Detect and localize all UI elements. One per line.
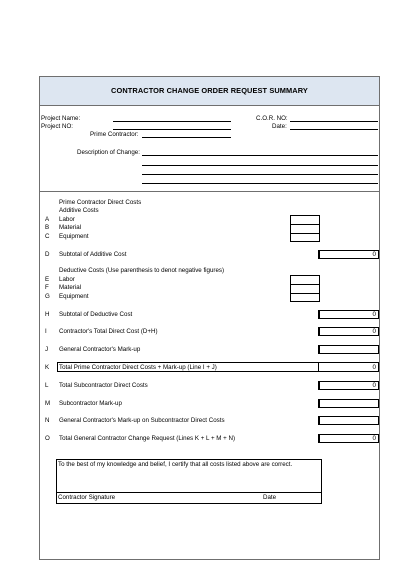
project-no-label: Project NO: <box>41 123 73 130</box>
row-letter: E <box>45 276 50 283</box>
prime-contractor-field[interactable] <box>142 137 231 138</box>
row-letter: K <box>45 364 50 371</box>
date-field[interactable] <box>290 129 378 130</box>
equipment-additive-field[interactable] <box>290 233 320 242</box>
row-letter: N <box>45 417 50 424</box>
row-letter: D <box>45 251 50 258</box>
gc-markup-sub-field[interactable] <box>318 416 379 425</box>
row-label: Labor <box>59 276 75 283</box>
row-letter: G <box>45 293 50 300</box>
total-change-request-value: 0 <box>372 435 376 442</box>
row-letter: F <box>45 284 49 291</box>
row-label: General Contractor's Mark-up on Subcontractor Direct Costs <box>59 417 225 424</box>
row-label: General Contractor's Mark-up <box>59 346 141 353</box>
additive-costs-header: Additive Costs <box>59 207 99 214</box>
description-label: Description of Change: <box>77 149 140 156</box>
project-no-field[interactable] <box>113 129 231 130</box>
total-direct-cost-value: 0 <box>372 328 376 335</box>
row-label: Total Prime Contractor Direct Costs + Mark-up (Line I + J) <box>59 364 217 371</box>
row-label: Total Subcontractor Direct Costs <box>59 382 148 389</box>
prime-costs-header: Prime Contractor Direct Costs <box>59 199 142 206</box>
row-letter: A <box>45 216 50 223</box>
total-subcontractor-value: 0 <box>372 382 376 389</box>
description-field-line-4[interactable] <box>142 183 378 184</box>
signature-date-label: Date <box>263 494 277 501</box>
prime-contractor-label: Prime Contractor: <box>90 131 139 138</box>
date-label: Date: <box>272 123 287 130</box>
row-label: Equipment <box>59 233 89 240</box>
row-letter: C <box>45 233 50 240</box>
project-name-label: Project Name: <box>41 115 81 122</box>
row-letter: H <box>45 311 50 318</box>
certification-statement: To the best of my knowledge and belief, I certify that all costs listed above are correct. <box>58 461 293 468</box>
form-title: CONTRACTOR CHANGE ORDER REQUEST SUMMARY <box>111 86 308 95</box>
row-letter: B <box>45 224 50 231</box>
row-label: Labor <box>59 216 75 223</box>
row-letter: M <box>45 400 51 407</box>
row-label: Subcontractor Mark-up <box>59 400 122 407</box>
signature-label: Contractor Signature <box>58 494 116 501</box>
row-label: Material <box>59 224 82 231</box>
subtotal-additive-value: 0 <box>372 251 376 258</box>
signature-line[interactable] <box>56 492 322 493</box>
row-label: Total General Contractor Change Request (Lines K + L + M + N) <box>59 435 236 442</box>
description-field-line-2[interactable] <box>142 165 378 166</box>
row-label: Equipment <box>59 293 89 300</box>
subtotal-deductive-value: 0 <box>372 311 376 318</box>
row-letter: O <box>45 435 50 442</box>
row-label: Contractor's Total Direct Cost (D+H) <box>59 328 158 335</box>
deductive-costs-header: Deductive Costs (Use parenthesis to denot negative figures) <box>59 267 225 274</box>
row-letter: I <box>45 328 47 335</box>
row-label: Subtotal of Deductive Cost <box>59 311 133 318</box>
description-field-line-3[interactable] <box>142 174 378 175</box>
gc-markup-field[interactable] <box>318 345 379 354</box>
description-field-line-1[interactable] <box>142 155 378 156</box>
cor-no-field[interactable] <box>290 121 378 122</box>
total-prime-value: 0 <box>372 364 376 371</box>
total-prime-divider <box>318 362 319 372</box>
equipment-deductive-field[interactable] <box>290 293 320 302</box>
row-letter: L <box>45 382 49 389</box>
cor-no-label: C.O.R. NO: <box>256 115 288 122</box>
row-label: Subtotal of Additive Cost <box>59 251 127 258</box>
row-label: Material <box>59 284 82 291</box>
project-name-field[interactable] <box>113 121 231 122</box>
sub-markup-field[interactable] <box>318 399 379 408</box>
section-divider <box>40 191 379 192</box>
row-letter: J <box>45 346 49 353</box>
